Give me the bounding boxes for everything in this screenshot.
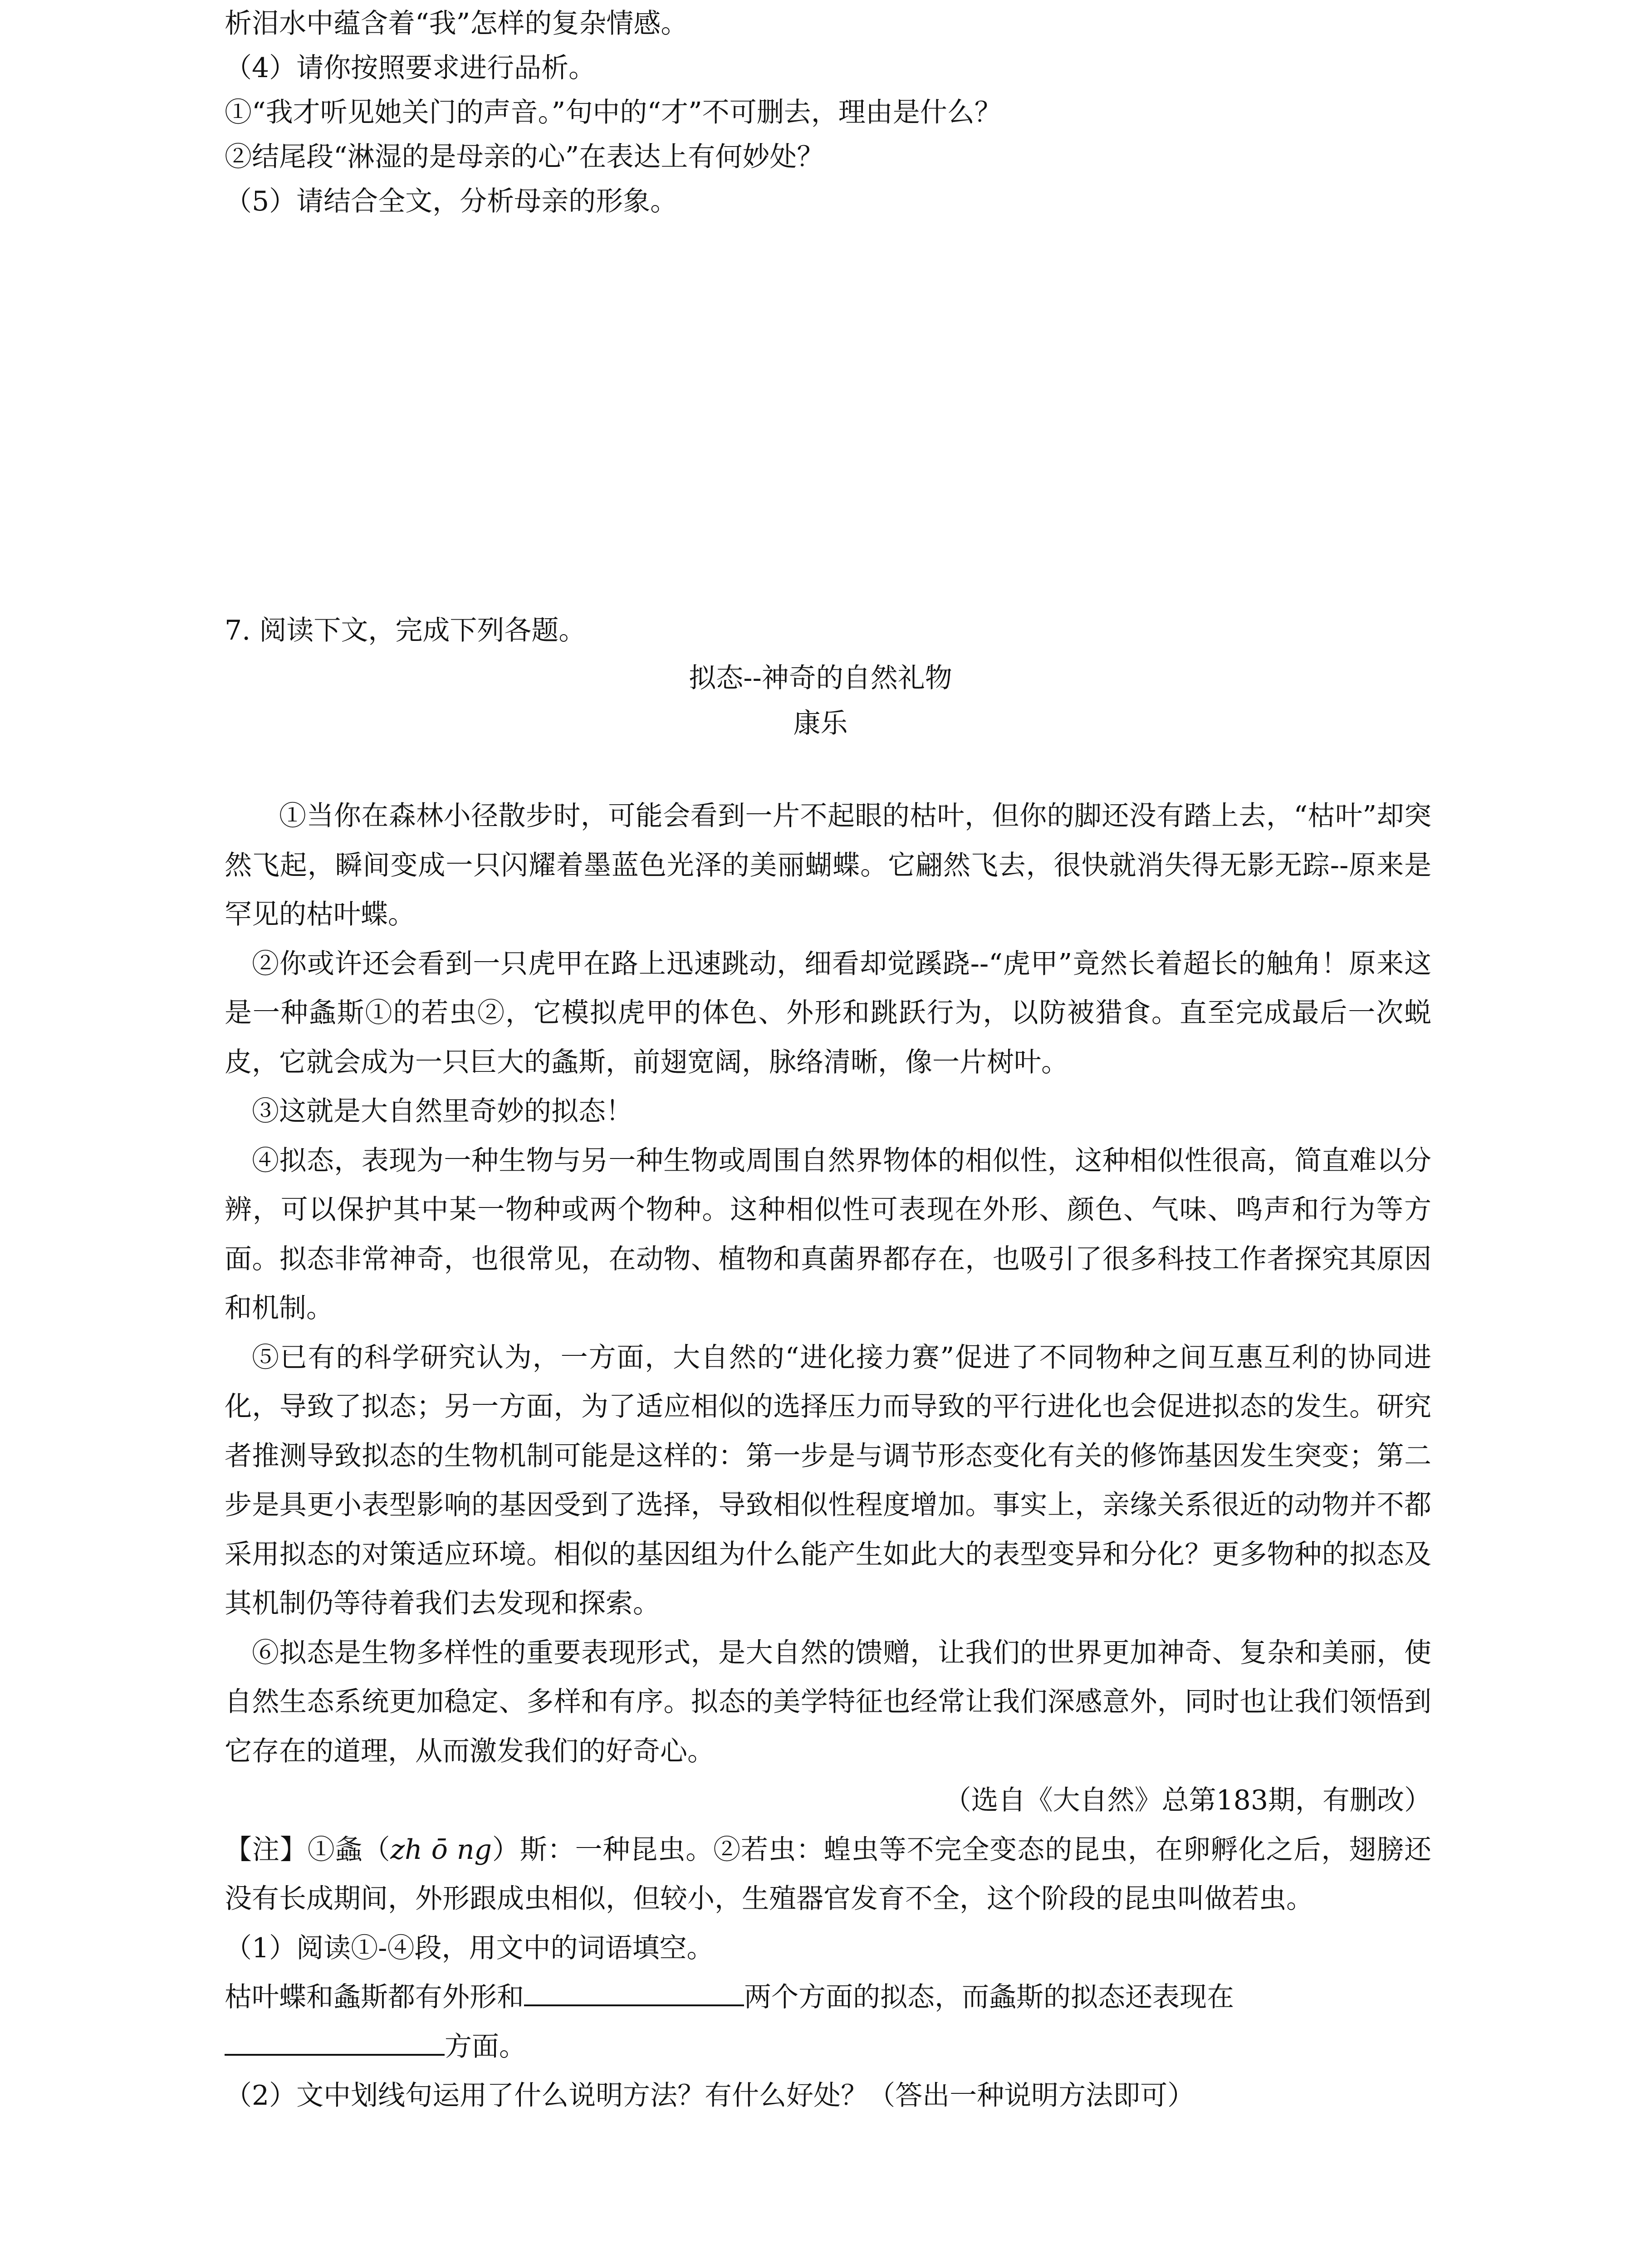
fill-in-line (225, 1973, 1431, 2022)
paragraph-1: ①当你在森林小径散步时，可能会看到一片不起眼的枯叶，但你的脚还没有踏上去，“枯叶”却突然飞起，瞬间变成一只闪耀着墨蓝色光泽的美丽蝴蝶。它翩然飞去，很快就消失得无影无踪--原来是罕见的枯叶蝶。 (225, 800, 1431, 930)
text-line: （4）请你按照要求进行品析。 (225, 52, 596, 84)
source-citation: （选自《大自然》总第183期，有删改） (944, 1784, 1431, 1816)
paragraph-3: ③这就是大自然里奇妙的拟态！ (252, 1095, 633, 1127)
footnote-lead: 【注】①螽（ (225, 1833, 391, 1866)
article-body (225, 792, 1431, 2121)
paragraph-2: ②你或许还会看到一只虎甲在路上迅速跳动，细看却觉蹊跷--“虎甲”竟然长着超长的触角！原来这是一种螽斯①的若虫②，它模拟虎甲的体色、外形和跳跃行为，以防被猎食。直至完成最后一次蜕皮，它就会成为一只巨大的螽斯，前翅宽阔，脉络清晰，像一片树叶。 (225, 948, 1431, 1078)
paragraph-4: ④拟态，表现为一种生物与另一种生物或周围自然界物体的相似性，这种相似性很高，简直难以分辨，可以保护其中某一物种或两个物种。这种相似性可表现在外形、颜色、气味、鸣声和行为等方面。拟态非常神奇，也很常见，在动物、植物和真菌界都存在，也吸引了很多科技工作者探究其原因和机制。 (225, 1144, 1431, 1324)
article-title: 拟态--神奇的自然礼物 (689, 662, 952, 694)
fill-text-b: 两个方面的拟态，而螽斯的拟态还表现在 (744, 1981, 1234, 2013)
answer-blank-2[interactable] (225, 2028, 445, 2056)
footnote-text: ）斯：一种昆虫。②若虫：蝗虫等不完全变态的昆虫，在卵孵化之后，翅膀还没有长成期间，外形跟成虫相似，但较小，生殖器官发育不全，这个阶段的昆虫叫做若虫。 (225, 1833, 1432, 1915)
paragraph-6: ⑥拟态是生物多样性的重要表现形式，是大自然的馈赠，让我们的世界更加神奇、复杂和美丽，使自然生态系统更加稳定、多样和有序。拟态的美学特征也经常让我们深感意外，同时也让我们领悟到它存在的道理，从而激发我们的好奇心。 (225, 1637, 1431, 1767)
fill-in-line-2 (225, 2022, 1431, 2072)
text-line: 析泪水中蕴含着“我”怎样的复杂情感。 (225, 8, 688, 39)
question-line: ②结尾段“淋湿的是母亲的心”在表达上有何妙处？ (225, 141, 824, 173)
question-line: ①“我才听见她关门的声音。”句中的“才”不可删去，理由是什么？ (225, 97, 1002, 128)
subquestion-1: （1）阅读①-④段，用文中的词语填空。 (225, 1932, 714, 1964)
fill-text-a: 枯叶蝶和螽斯都有外形和 (225, 1981, 524, 2013)
subquestion-2: （2）文中划线句运用了什么说明方法？有什么好处？（答出一种说明方法即可） (225, 2080, 1195, 2112)
pinyin: zh ō ng (390, 1833, 492, 1866)
article-author: 康乐 (793, 708, 848, 739)
paragraph-5: ⑤已有的科学研究认为，一方面，大自然的“进化接力赛”促进了不同物种之间互惠互利的协同进化，导致了拟态；另一方面，为了适应相似的选择压力而导致的平行进化也会促进拟态的发生。研究者推测导致拟态的生物机制可能是这样的：第一步是与调节形态变化有关的修饰基因发生突变；第二步是具更小表型影响的基因受到了选择，导致相似性程度增加。事实上，亲缘关系很近的动物并不都采用拟态的对策适应环境。相似的基因组为什么能产生如此大的表型变异和分化？更多物种的拟态及其机制仍等待着我们去发现和探索。 (225, 1341, 1431, 1619)
footnote (225, 1825, 1431, 1924)
question-heading: 7. 阅读下文，完成下列各题。 (225, 615, 586, 646)
question-line: （5）请结合全文，分析母亲的形象。 (225, 186, 678, 217)
fill-text-c: 方面。 (445, 2030, 526, 2063)
answer-blank-1[interactable] (524, 1978, 744, 2006)
